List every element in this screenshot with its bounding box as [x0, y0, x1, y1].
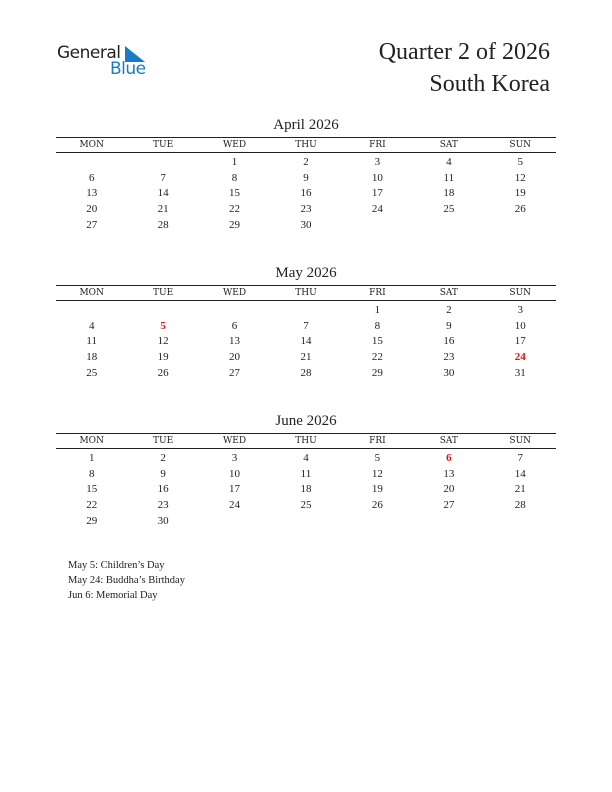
- day-cell: 16: [443, 335, 455, 348]
- month-title: April 2026: [273, 117, 339, 133]
- holiday-note: May 24: Buddha’s Birthday: [68, 575, 185, 586]
- logo-text-blue: Blue: [110, 59, 146, 79]
- day-cell: 18: [86, 351, 98, 364]
- week-row: [56, 155, 556, 171]
- weekday-label: WED: [223, 288, 247, 298]
- day-cell: [56, 303, 127, 319]
- day-cell: 17: [229, 483, 241, 496]
- day-cell: 20: [229, 351, 241, 364]
- day-cell: 10: [371, 171, 383, 184]
- day-cell: 6: [231, 319, 238, 332]
- day-cell: 12: [157, 335, 169, 348]
- day-cell: 13: [229, 335, 241, 348]
- logo: [57, 43, 157, 83]
- day-cell: 15: [229, 187, 241, 200]
- day-cell: [56, 155, 127, 171]
- holiday-note: May 5: Children’s Day: [68, 560, 165, 571]
- day-cell: 4: [446, 156, 452, 168]
- week-row: [56, 482, 556, 498]
- weekday-label: SUN: [509, 288, 532, 298]
- weekday-label: WED: [223, 436, 247, 446]
- day-cell: 1: [374, 304, 381, 316]
- day-cell: 14: [157, 187, 169, 200]
- weekday-label: THU: [295, 436, 317, 446]
- day-cell: 30: [157, 514, 169, 527]
- day-cell: 29: [371, 366, 383, 379]
- day-cell: 7: [160, 171, 166, 184]
- day-cell: 12: [371, 467, 383, 480]
- weekday-label: MON: [79, 288, 104, 298]
- week-row: [56, 319, 556, 335]
- week-row: [56, 366, 556, 382]
- day-cell: 14: [300, 335, 312, 348]
- day-cell: 22: [371, 351, 383, 364]
- day-cell: 22: [86, 499, 98, 512]
- day-cell: 29: [229, 218, 241, 231]
- weekday-label: FRI: [369, 288, 386, 298]
- day-cell: 3: [374, 156, 381, 168]
- weekday-label: THU: [295, 288, 317, 298]
- day-cell: 16: [300, 187, 312, 200]
- weekday-header: [56, 433, 556, 449]
- day-cell: 29: [86, 514, 98, 527]
- day-cell: 21: [300, 351, 312, 364]
- day-cell: 31: [514, 366, 526, 379]
- country-title: South Korea: [429, 71, 550, 97]
- day-cell: 25: [443, 203, 455, 216]
- day-cell: 20: [443, 483, 455, 496]
- weekday-label: TUE: [153, 288, 174, 298]
- week-row: [56, 350, 556, 366]
- day-cell: 18: [300, 483, 312, 496]
- day-cell: 23: [157, 499, 169, 512]
- weekday-label: SAT: [439, 140, 458, 150]
- weekday-label: FRI: [369, 436, 386, 446]
- day-cell: 11: [443, 171, 455, 184]
- day-cell: 27: [86, 218, 98, 231]
- week-row: [56, 186, 556, 202]
- week-row: [56, 202, 556, 218]
- day-cell: 25: [300, 499, 312, 512]
- day-cell: [199, 514, 270, 530]
- day-cell: 2: [446, 304, 452, 316]
- day-cell: 24: [229, 499, 241, 512]
- month-calendar: [56, 263, 556, 381]
- day-cell: 20: [86, 203, 98, 216]
- day-cell: 5: [374, 452, 381, 464]
- week-row: [56, 218, 556, 234]
- week-row: [56, 467, 556, 483]
- day-cell: 9: [303, 171, 309, 184]
- day-cell: [413, 514, 484, 530]
- day-cell: 30: [300, 218, 312, 231]
- week-row: [56, 498, 556, 514]
- month-calendar: [56, 411, 556, 529]
- day-cell: [270, 514, 341, 530]
- quarter-title: Quarter 2 of 2026: [378, 39, 550, 65]
- month-title: June 2026: [275, 413, 337, 429]
- day-cell: 7: [303, 319, 309, 332]
- day-cell: 26: [157, 366, 169, 379]
- day-cell: [413, 218, 484, 234]
- day-cell: [485, 218, 556, 234]
- day-cell: 14: [514, 467, 526, 480]
- weekday-header: [56, 285, 556, 301]
- day-cell: [127, 155, 198, 171]
- weekday-label: MON: [79, 436, 104, 446]
- day-cell: 28: [514, 499, 526, 512]
- day-cell: 8: [88, 467, 95, 480]
- day-cell: 1: [88, 452, 95, 464]
- month-title: May 2026: [275, 265, 337, 281]
- day-cell: 19: [371, 483, 383, 496]
- day-cell: 4: [88, 319, 95, 332]
- weekday-label: TUE: [153, 140, 174, 150]
- day-cell: 19: [514, 187, 526, 200]
- week-row: [56, 334, 556, 350]
- day-cell: 23: [300, 203, 312, 216]
- day-cell: 16: [157, 483, 169, 496]
- day-cell: 10: [514, 319, 526, 332]
- day-cell: [270, 303, 341, 319]
- day-cell: 24: [371, 203, 383, 216]
- day-cell: 4: [303, 452, 309, 464]
- day-cell: 21: [157, 203, 169, 216]
- day-cell: 18: [443, 187, 455, 200]
- day-cell: [127, 303, 198, 319]
- day-cell: 28: [157, 218, 169, 231]
- month-calendar: [56, 115, 556, 233]
- day-cell: 7: [517, 452, 523, 464]
- day-cell: 17: [514, 335, 526, 348]
- day-cell: 11: [86, 335, 97, 348]
- day-cell: 9: [446, 319, 452, 332]
- day-cell: 5: [517, 156, 523, 168]
- weekday-label: SUN: [509, 140, 532, 150]
- day-cell: 23: [443, 351, 455, 364]
- logo-text-general: General: [57, 43, 121, 63]
- day-cell: 15: [371, 335, 383, 348]
- holiday-list: [68, 558, 185, 603]
- day-cell: 8: [231, 171, 238, 184]
- day-cell: 9: [160, 467, 166, 480]
- weekday-label: SAT: [439, 436, 458, 446]
- day-cell: [199, 303, 270, 319]
- day-cell: [342, 514, 413, 530]
- day-cell: 2: [160, 452, 166, 464]
- day-cell: 21: [514, 483, 526, 496]
- weekday-label: THU: [295, 140, 317, 150]
- week-row: [56, 451, 556, 467]
- day-cell: 26: [514, 203, 526, 216]
- day-cell: 8: [374, 319, 381, 332]
- holiday-note: Jun 6: Memorial Day: [68, 590, 158, 601]
- weekday-label: FRI: [369, 140, 386, 150]
- holiday-day-cell: 5: [160, 319, 166, 332]
- week-row: [56, 171, 556, 187]
- day-cell: 12: [514, 171, 526, 184]
- day-cell: 15: [86, 483, 98, 496]
- day-cell: 25: [86, 366, 98, 379]
- weekday-label: MON: [79, 140, 104, 150]
- page-title: [379, 36, 550, 100]
- day-cell: 3: [231, 452, 238, 464]
- holiday-day-cell: 24: [514, 351, 526, 364]
- day-cell: 30: [443, 366, 455, 379]
- day-cell: 2: [303, 156, 309, 168]
- day-cell: 28: [300, 366, 312, 379]
- day-cell: 27: [443, 499, 455, 512]
- day-cell: 11: [300, 467, 312, 480]
- day-cell: [342, 218, 413, 234]
- day-cell: 27: [229, 366, 241, 379]
- day-cell: 17: [371, 187, 383, 200]
- day-cell: 10: [229, 467, 241, 480]
- week-row: [56, 303, 556, 319]
- weekday-label: SAT: [439, 288, 458, 298]
- holiday-day-cell: 6: [446, 452, 452, 464]
- weekday-label: WED: [223, 140, 247, 150]
- day-cell: [485, 514, 556, 530]
- weekday-label: SUN: [509, 436, 532, 446]
- day-cell: 3: [517, 304, 523, 316]
- day-cell: 19: [157, 351, 169, 364]
- day-cell: 22: [229, 203, 241, 216]
- weekday-label: TUE: [153, 436, 174, 446]
- weekday-header: [56, 137, 556, 153]
- day-cell: 13: [443, 467, 455, 480]
- day-cell: 26: [371, 499, 383, 512]
- day-cell: 1: [231, 156, 238, 168]
- day-cell: 13: [86, 187, 98, 200]
- week-row: [56, 514, 556, 530]
- day-cell: 6: [88, 171, 95, 184]
